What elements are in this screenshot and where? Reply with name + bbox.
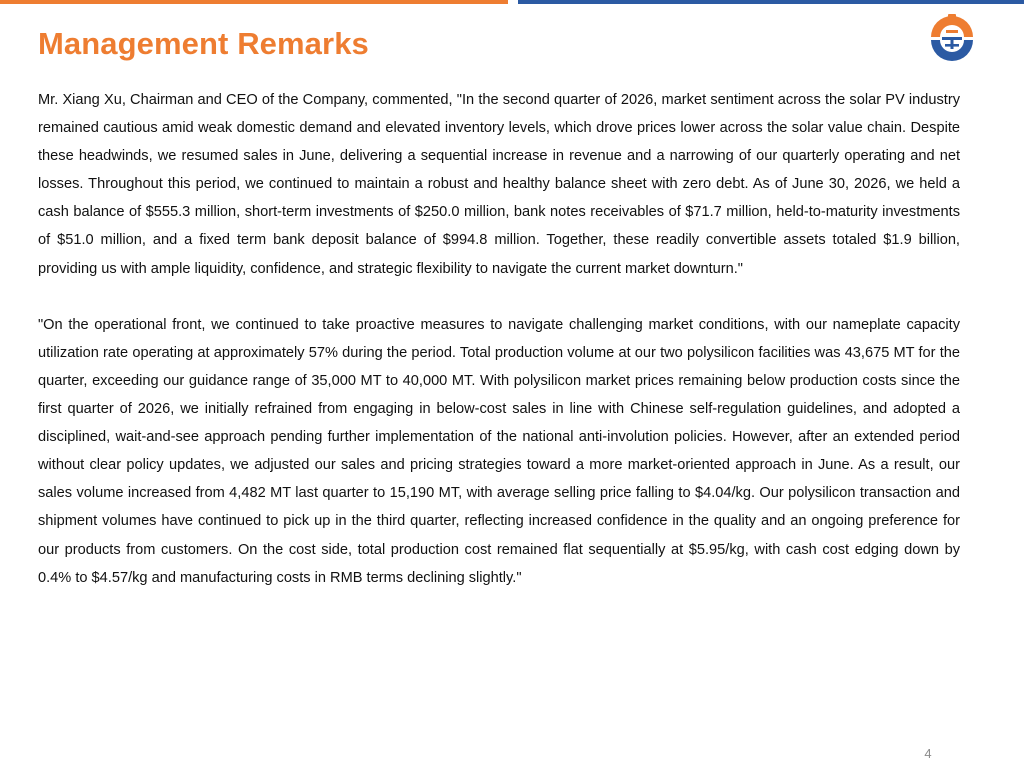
page-number: 4 — [924, 746, 932, 761]
logo-lower-bar — [945, 44, 959, 47]
company-logo-icon — [927, 13, 977, 63]
remarks-paragraph-1: Mr. Xiang Xu, Chairman and CEO of the Company, commented, "In the second quarter of 2026, market sentiment across the solar PV industry remained cautious amid weak domestic demand and elevated inventory levels, which drove prices lower across the solar value chain. Despite these headwinds, we resumed sales in June, delivering a sequential increase in revenue and a narrowing of our quarterly operating and net losses. Throughout this period, we continued to maintain a robust and healthy balance sheet with zero debt. As of June 30, 2026, we held a cash balance of $555.3 million, short-term investments of $250.0 million, bank notes receivables of $71.7 million, held-to-maturity investments of $51.0 million, and a fixed term bank deposit balance of $994.8 million. Together, these readily convertible assets totaled $1.9 billion, providing us with ample liquidity, confidence, and strategic flexibility to navigate the current market downturn." — [38, 92, 960, 277]
logo-mark — [931, 14, 973, 61]
page-title: Management Remarks — [38, 26, 369, 61]
logo-crown — [948, 14, 956, 19]
logo-upper-bar — [946, 30, 958, 33]
logo-center-bar — [942, 37, 962, 40]
top-accent-bar-orange — [0, 0, 508, 4]
logo-top-arc — [931, 16, 973, 37]
remarks-paragraph-2: "On the operational front, we continued to take proactive measures to navigate challenging market conditions, with our nameplate capacity utilization rate operating at approximately 57% during the period. Total production volume at our two polysilicon facilities was 43,675 MT for the quarter, exceeding our guidance range of 35,000 MT to 40,000 MT. With polysilicon market prices remaining below production costs since the first quarter of 2026, we initially refrained from engaging in below-cost sales in line with Chinese self-regulation guidelines, and adopted a disciplined, wait-and-see approach pending further implementation of the national anti-involution policies. However, after an extended period without clear policy updates, we adjusted our sales and pricing strategies toward a more market-oriented approach in June. As a result, our sales volume increased from 4,482 MT last quarter to 15,190 MT, with average selling price falling to $4.04/kg. Our polysilicon transaction and shipment volumes have continued to pick up in the third quarter, reflecting increased confidence in the quality and an ongoing preference for our products from customers. On the cost side, total production cost remained flat sequentially at $5.95/kg, with cash cost edging down by 0.4% to $4.57/kg and manufacturing costs in RMB terms declining slightly." — [38, 316, 960, 586]
top-accent-bar-blue — [518, 0, 1024, 4]
remarks-body — [38, 86, 960, 592]
